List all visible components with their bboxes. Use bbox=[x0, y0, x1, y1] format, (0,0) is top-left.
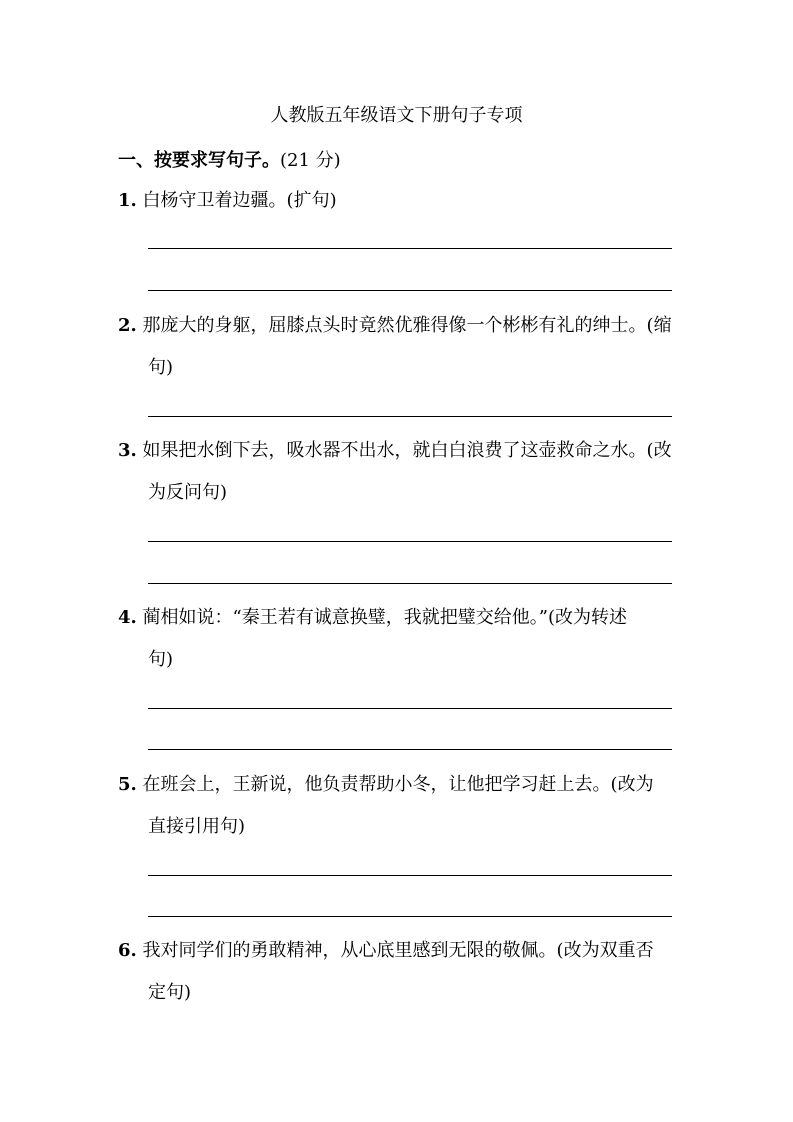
question-continuation: 句) bbox=[148, 357, 174, 378]
answer-line[interactable] bbox=[148, 708, 672, 709]
question-number: 5 bbox=[118, 774, 131, 795]
question-5 bbox=[118, 772, 678, 798]
question-separator: . bbox=[130, 315, 137, 336]
question-4 bbox=[118, 605, 678, 631]
question-continuation: 直接引用句) bbox=[148, 816, 246, 837]
question-number: 1 bbox=[118, 190, 131, 211]
answer-line[interactable] bbox=[148, 749, 672, 750]
question-continuation: 为反问句) bbox=[148, 482, 228, 503]
question-separator: . bbox=[130, 940, 137, 961]
answer-line[interactable] bbox=[148, 290, 672, 291]
question-number: 3 bbox=[118, 440, 131, 461]
question-text: 在班会上，王新说，他负责帮助小冬，让他把学习赶上去。(改为 bbox=[142, 774, 654, 795]
page-title: 人教版五年级语文下册句子专项 bbox=[270, 105, 523, 126]
question-continuation: 句) bbox=[148, 649, 174, 670]
question-3 bbox=[118, 438, 678, 464]
question-text: 我对同学们的勇敢精神，从心底里感到无限的敬佩。(改为双重否 bbox=[142, 940, 654, 961]
question-text: 白杨守卫着边疆。(扩句) bbox=[142, 190, 337, 211]
question-number: 6 bbox=[118, 940, 131, 961]
answer-line[interactable] bbox=[148, 583, 672, 584]
question-text: 蔺相如说：“秦王若有诚意换璧，我就把璧交给他。”(改为转述 bbox=[142, 607, 627, 628]
question-text: 那庞大的身躯，屈膝点头时竟然优雅得像一个彬彬有礼的绅士。(缩 bbox=[142, 315, 672, 336]
question-2 bbox=[118, 313, 678, 339]
question-number: 4 bbox=[118, 607, 131, 628]
section-score: (21 分) bbox=[280, 150, 341, 171]
answer-line[interactable] bbox=[148, 916, 672, 917]
answer-line[interactable] bbox=[148, 416, 672, 417]
question-separator: . bbox=[130, 774, 137, 795]
section-heading-text: 一、按要求写句子。 bbox=[118, 150, 280, 171]
question-6 bbox=[118, 938, 678, 964]
question-continuation: 定句) bbox=[148, 982, 192, 1003]
question-1 bbox=[118, 188, 678, 214]
question-separator: . bbox=[130, 440, 137, 461]
question-text: 如果把水倒下去，吸水器不出水，就白白浪费了这壶救命之水。(改 bbox=[142, 440, 672, 461]
answer-line[interactable] bbox=[148, 541, 672, 542]
answer-line[interactable] bbox=[148, 248, 672, 249]
section-heading bbox=[118, 148, 341, 174]
question-separator: . bbox=[130, 607, 137, 628]
question-number: 2 bbox=[118, 315, 131, 336]
answer-line[interactable] bbox=[148, 875, 672, 876]
question-separator: . bbox=[130, 190, 137, 211]
